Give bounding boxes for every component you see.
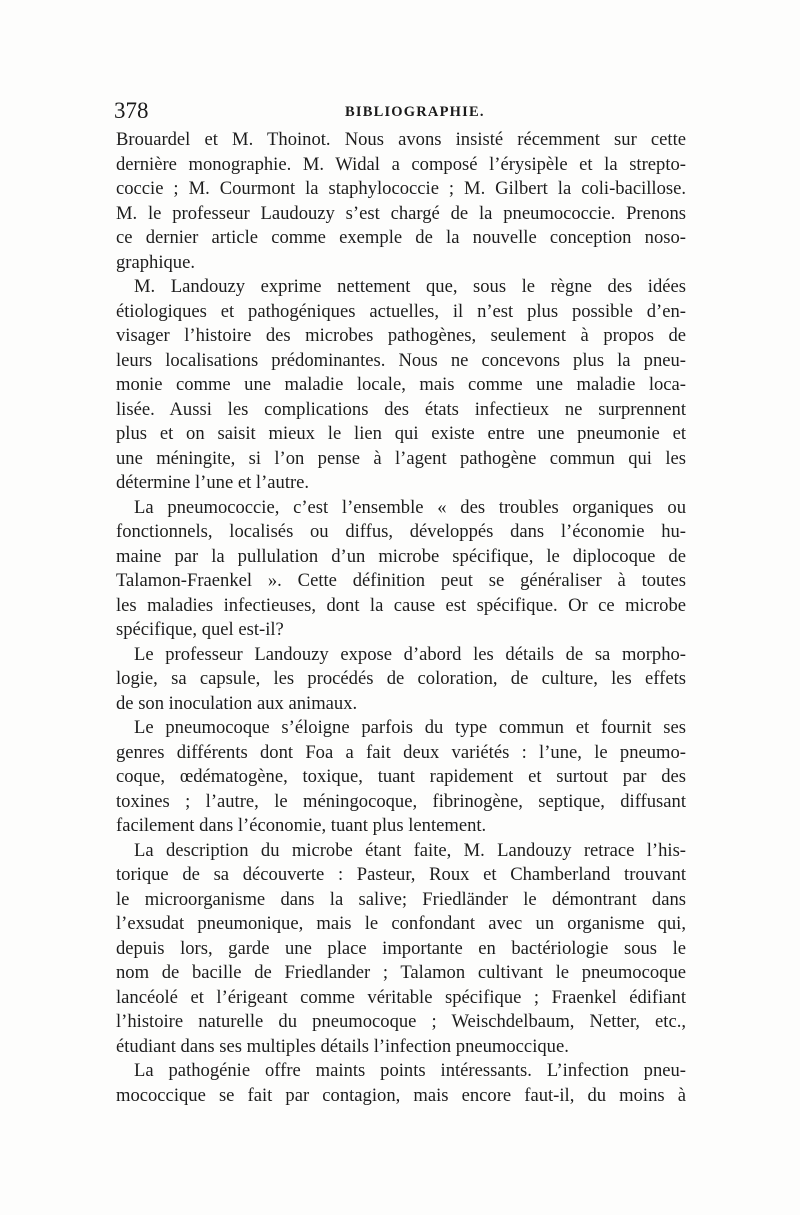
text-line: leurs localisations prédominantes. Nous ne concevons plus la pneu- — [116, 349, 686, 371]
text-line: le microorganisme dans la salive; Friedländer le démontrant dans — [116, 888, 686, 910]
text-line: étudiant dans ses multiples détails l’infection pneumoccique. — [116, 1035, 569, 1057]
text-line: torique de sa découverte : Pasteur, Roux et Chamberland trouvant — [116, 864, 686, 885]
text-line: genres différents dont Foa a fait deux variétés : l’une, le pneumo- — [116, 741, 686, 763]
text-line: facilement dans l’économie, tuant plus lentement. — [116, 815, 487, 836]
text-line: l’exsudat pneumonique, mais le confondant avec un organisme qui, — [116, 913, 686, 934]
page-number: 378 — [114, 98, 149, 123]
text-line: La description du microbe étant faite, M. Landouzy retrace l’his- — [134, 839, 686, 861]
text-line: détermine l’une et l’autre. — [116, 472, 310, 493]
text-line: La pneumococcie, c’est l’ensemble « des troubles organiques ou — [134, 496, 686, 518]
text-line: maine par la pullulation d’un microbe spécifique, le diplocoque de — [116, 545, 686, 567]
text-line: visager l’histoire des microbes pathogènes, seulement à propos de — [116, 325, 686, 346]
text-line: Talamon-Fraenkel ». Cette définition peut se généraliser à toutes — [116, 570, 686, 591]
text-line: ce dernier article comme exemple de la nouvelle conception noso- — [116, 227, 686, 248]
text-line: depuis lors, garde une place importante en bactériologie sous le — [116, 937, 686, 959]
text-line: fonctionnels, localisés ou diffus, développés dans l’économie hu- — [116, 521, 686, 542]
text-line: les maladies infectieuses, dont la cause est spécifique. Or ce microbe — [116, 594, 686, 616]
text-line: plus et on saisit mieux le lien qui existe entre une pneumonie et — [116, 423, 686, 444]
text-line: spécifique, quel est-il? — [116, 619, 284, 640]
text-line: Le professeur Landouzy expose d’abord les détails de sa morpho- — [134, 643, 686, 665]
text-line: étiologiques et pathogéniques actuelles, il n’est plus possible d’en- — [116, 300, 686, 322]
text-line: logie, sa capsule, les procédés de coloration, de culture, les effets — [116, 668, 686, 689]
text-line: monie comme une maladie locale, mais comme une maladie loca- — [116, 374, 686, 395]
text-line: graphique. — [116, 251, 195, 273]
running-head — [114, 96, 694, 126]
text-line: une méningite, si l’on pense à l’agent pathogène commun qui les — [116, 447, 686, 469]
text-line: Brouardel et M. Thoinot. Nous avons insisté récemment sur cette — [116, 129, 686, 150]
text-line: La pathogénie offre maints points intéressants. L’infection pneu- — [134, 1060, 686, 1081]
text-line: de son inoculation aux animaux. — [116, 692, 358, 714]
text-line: lancéolé et l’érigeant comme véritable spécifique ; Fraenkel édifiant — [116, 986, 686, 1008]
text-line: M. le professeur Laudouzy s’est chargé de la pneumococcie. Prenons — [116, 202, 686, 224]
running-title: BIBLIOGRAPHIE. — [345, 104, 485, 120]
text-line: coque, œdématogène, toxique, tuant rapidement et surtout par des — [116, 766, 686, 787]
text-line: nom de bacille de Friedlander ; Talamon cultivant le pneumocoque — [116, 962, 686, 983]
text-line: l’histoire naturelle du pneumocoque ; Weischdelbaum, Netter, etc., — [116, 1011, 686, 1032]
text-line: lisée. Aussi les complications des états infectieux ne surprennent — [116, 398, 686, 420]
text-line: mococcique se fait par contagion, mais encore faut-il, du moins à — [116, 1084, 686, 1106]
text-line: toxines ; l’autre, le méningocoque, fibrinogène, septique, diffusant — [116, 790, 686, 812]
text-line: Le pneumocoque s’éloigne parfois du type commun et fournit ses — [134, 717, 686, 738]
body-text — [116, 128, 686, 1108]
text-line: coccie ; M. Courmont la staphylococcie ; M. Gilbert la coli-bacillose. — [116, 178, 686, 199]
text-line: M. Landouzy exprime nettement que, sous le règne des idées — [134, 276, 686, 297]
text-line: dernière monographie. M. Widal a composé l’érysipèle et la strepto- — [116, 153, 686, 175]
